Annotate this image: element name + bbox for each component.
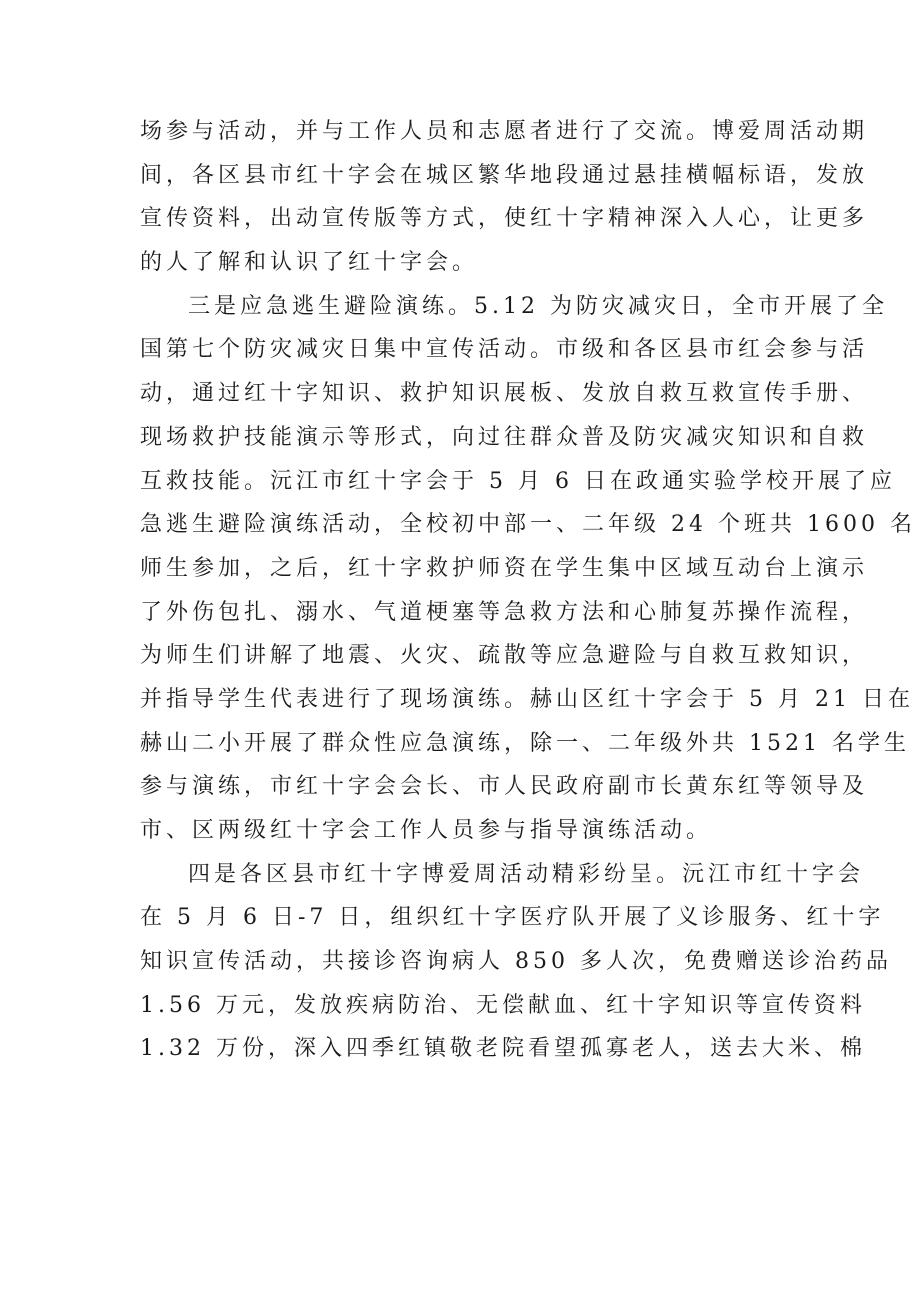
text-line: 参与演练，市红十字会会长、市人民政府副市长黄东红等领导及 <box>140 774 869 800</box>
text-line: 1.56 万元，发放疾病防治、无偿献血、红十字知识等宣传资料 <box>140 992 866 1018</box>
text-line: 市、区两级红十字会工作人员参与指导演练活动。 <box>140 818 713 843</box>
text-line: 并指导学生代表进行了现场演练。赫山区红十字会于 5 月 21 日在 <box>140 686 914 712</box>
text-line: 在 5 月 6 日-7 日，组织红十字医疗队开展了义诊服务、红十字 <box>140 905 885 931</box>
paragraph-start-line: 四是各区县市红十字博爱周活动精彩纷呈。沅江市红十字会 <box>188 861 865 887</box>
text-line: 动，通过红十字知识、救护知识展板、发放自救互救宣传手册、 <box>140 381 869 407</box>
text-line: 互救技能。沅江市红十字会于 5 月 6 日在政通实验学校开展了应 <box>140 468 896 494</box>
text-line: 间，各区县市红十字会在城区繁华地段通过悬挂横幅标语，发放 <box>140 162 869 188</box>
text-line: 为师生们讲解了地震、火灾、疏散等应急避险与自救互救知识， <box>140 643 869 669</box>
text-line: 赫山二小开展了群众性应急演练，除一、二年级外共 1521 名学生 <box>140 730 910 756</box>
text-line: 的人了解和认识了红十字会。 <box>140 250 479 276</box>
text-line: 急逃生避险演练活动，全校初中部一、二年级 24 个班共 1600 名 <box>140 512 916 538</box>
text-line: 国第七个防灾减灾日集中宣传活动。市级和各区县市红会参与活 <box>140 337 869 363</box>
text-line: 1.32 万份，深入四季红镇敬老院看望孤寡老人，送去大米、棉 <box>140 1036 866 1062</box>
text-line: 知识宣传活动，共接诊咨询病人 850 多人次，免费赠送诊治药品 <box>140 949 892 975</box>
text-line: 了外伤包扎、溺水、气道梗塞等急救方法和心肺复苏操作流程， <box>140 599 869 625</box>
text-line: 现场救护技能演示等形式，向过往群众普及防灾减灾知识和自救 <box>140 424 869 450</box>
paragraph-start-line: 三是应急逃生避险演练。5.12 为防灾减灾日，全市开展了全 <box>188 293 888 319</box>
body-text <box>140 110 916 1071</box>
text-line: 师生参加，之后，红十字救护师资在学生集中区域互动台上演示 <box>140 555 869 581</box>
text-line: 场参与活动，并与工作人员和志愿者进行了交流。博爱周活动期 <box>140 119 869 144</box>
text-line: 宣传资料，出动宣传版等方式，使红十字精神深入人心，让更多 <box>140 206 869 232</box>
